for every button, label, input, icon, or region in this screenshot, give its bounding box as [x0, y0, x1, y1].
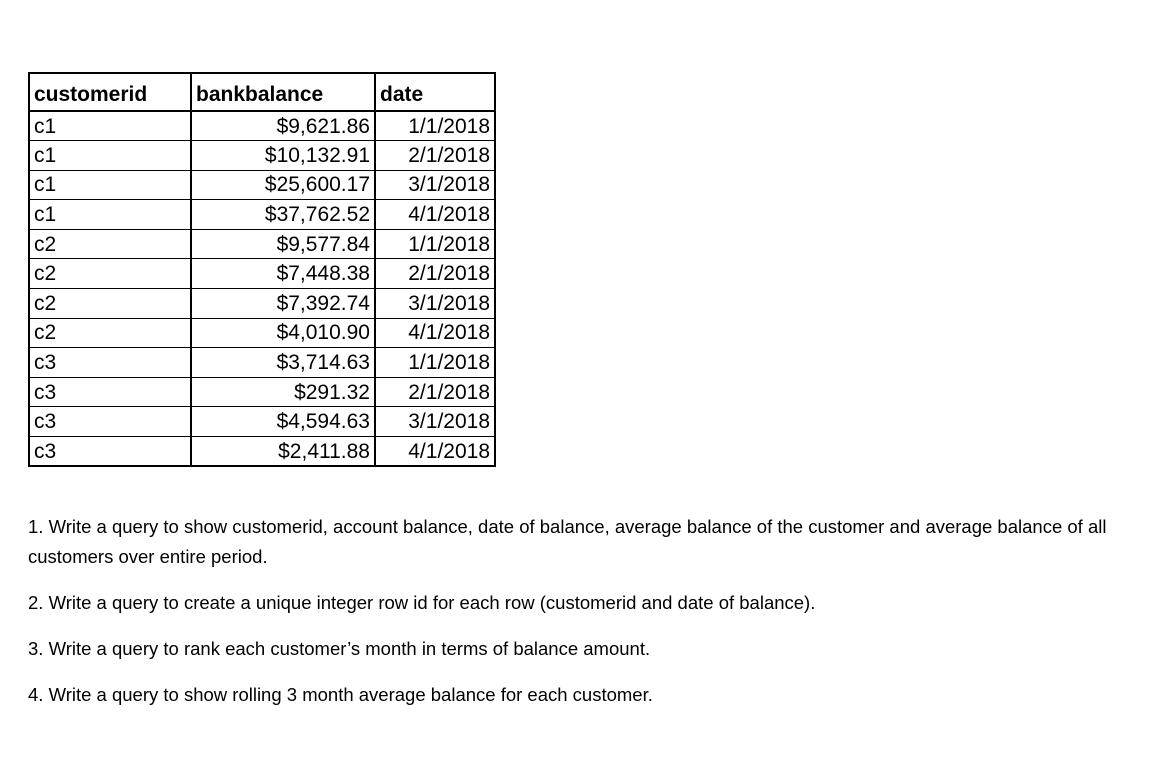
cell-date: 1/1/2018: [375, 111, 495, 141]
cell-customerid: c1: [29, 200, 191, 230]
question-list: [28, 512, 1138, 726]
cell-bankbalance: $7,392.74: [191, 289, 375, 319]
cell-customerid: c2: [29, 289, 191, 319]
table-body: [29, 111, 495, 466]
cell-date: 3/1/2018: [375, 170, 495, 200]
cell-customerid: c1: [29, 170, 191, 200]
table-row: [29, 111, 495, 141]
table-row: [29, 289, 495, 319]
cell-date: 1/1/2018: [375, 348, 495, 378]
cell-date: 2/1/2018: [375, 259, 495, 289]
table-header-row: [29, 73, 495, 111]
table-row: [29, 141, 495, 171]
cell-date: 2/1/2018: [375, 141, 495, 171]
cell-bankbalance: $2,411.88: [191, 437, 375, 467]
cell-bankbalance: $9,621.86: [191, 111, 375, 141]
column-header-bankbalance: bankbalance: [191, 73, 375, 111]
cell-date: 1/1/2018: [375, 229, 495, 259]
column-header-date: date: [375, 73, 495, 111]
cell-customerid: c3: [29, 348, 191, 378]
table-row: [29, 348, 495, 378]
question-2: 2. Write a query to create a unique integer row id for each row (customerid and date of balance).: [28, 592, 816, 613]
question-1: 1. Write a query to show customerid, account balance, date of balance, average balance of the customer and average balance of all customers over entire period.: [28, 516, 1107, 567]
cell-date: 3/1/2018: [375, 407, 495, 437]
table-row: [29, 318, 495, 348]
customer-balance-table: [28, 72, 496, 467]
cell-date: 4/1/2018: [375, 200, 495, 230]
cell-date: 2/1/2018: [375, 377, 495, 407]
table-row: [29, 437, 495, 467]
table-row: [29, 200, 495, 230]
cell-customerid: c3: [29, 407, 191, 437]
cell-bankbalance: $37,762.52: [191, 200, 375, 230]
cell-bankbalance: $291.32: [191, 377, 375, 407]
cell-bankbalance: $4,010.90: [191, 318, 375, 348]
cell-customerid: c1: [29, 111, 191, 141]
cell-bankbalance: $4,594.63: [191, 407, 375, 437]
cell-bankbalance: $10,132.91: [191, 141, 375, 171]
table-row: [29, 377, 495, 407]
cell-bankbalance: $25,600.17: [191, 170, 375, 200]
cell-bankbalance: $3,714.63: [191, 348, 375, 378]
cell-date: 4/1/2018: [375, 437, 495, 467]
cell-customerid: c2: [29, 229, 191, 259]
table-row: [29, 170, 495, 200]
cell-date: 3/1/2018: [375, 289, 495, 319]
question-3: 3. Write a query to rank each customer’s month in terms of balance amount.: [28, 638, 651, 659]
question-4: 4. Write a query to show rolling 3 month average balance for each customer.: [28, 684, 653, 705]
cell-bankbalance: $9,577.84: [191, 229, 375, 259]
cell-customerid: c3: [29, 377, 191, 407]
cell-customerid: c2: [29, 259, 191, 289]
cell-bankbalance: $7,448.38: [191, 259, 375, 289]
cell-date: 4/1/2018: [375, 318, 495, 348]
table-row: [29, 407, 495, 437]
table-row: [29, 259, 495, 289]
cell-customerid: c3: [29, 437, 191, 467]
column-header-customerid: customerid: [29, 73, 191, 111]
cell-customerid: c2: [29, 318, 191, 348]
cell-customerid: c1: [29, 141, 191, 171]
table-row: [29, 229, 495, 259]
